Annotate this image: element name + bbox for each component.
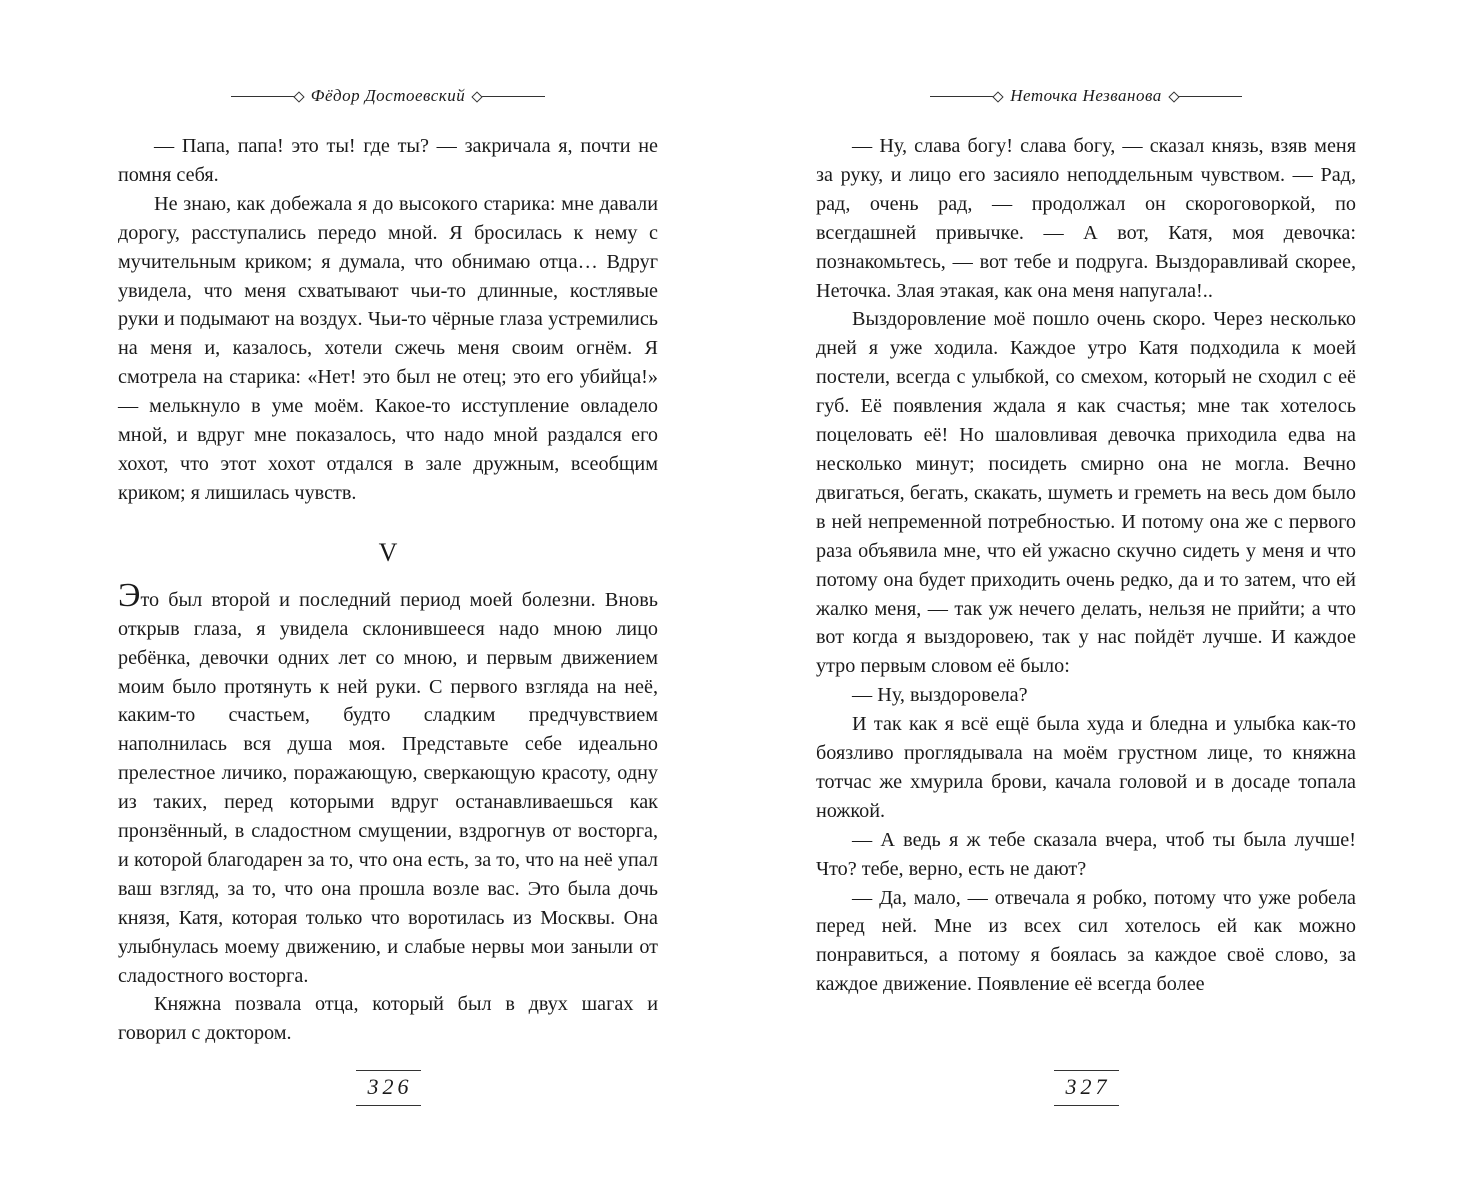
ornament-rule-right [1172,96,1242,97]
page-number: 326 [356,1070,421,1106]
book-title: Неточка Незванова [1010,86,1162,105]
ornament-rule-right [475,96,545,97]
right-running-head [816,86,1356,106]
left-page-number [118,1070,658,1106]
author-name: Фёдор Достоевский [310,86,466,105]
ornament-rule-left [930,96,1000,97]
left-running-head [118,86,658,106]
right-page-text [816,132,1356,999]
chapter-number: V [378,537,398,567]
paragraph: — Папа, папа! это ты! где ты? — закричала я, почти не помня себя. [118,135,658,186]
paragraph: Выздоровление моё пошло очень скоро. Через несколько дней я уже ходила. Каждое утро Катя подходила к моей постели, всегда с улыбкой, со смехом, который не сходил с её губ. Её появления ждала я как счастья; мне так хотелось поцеловать её! Но шаловливая девочка приходила едва на несколько минут; посидеть смирно она не могла. Вечно двигаться, бегать, скакать, шуметь и греметь на весь дом было в ней непременной потребностью. И потому она же с первого раза объявила мне, что ей ужасно скучно сидеть у меня и что потому она будет приходить очень редко, да и то затем, что ей жалко меня, — так уж нечего делать, нельзя не прийти; а что вот когда я выздоровею, так у нас пойдёт лучше. И каждое утро первым словом её было: [816,308,1356,678]
left-page [118,0,658,1190]
paragraph: И так как я всё ещё была худа и бледна и улыбка как-то боязливо проглядывала на моём грустном лице, то княжна тотчас же хмурила брови, качала головой и в досаде топала ножкой. [816,713,1356,822]
paragraph: — А ведь я ж тебе сказала вчера, чтоб ты была лучше! Что? тебе, верно, есть не дают? [816,828,1356,880]
chapter-first-paragraph-text: то был второй и последний период моей болезни. Вновь открыв глаза, я увидела склонившееся надо мною лицо ребёнка, девочки одних лет со мною, и первым движением моим было протянуть к ней руки. С первого взгляда на неё, каким-то счастьем, будто сладким предчувствием наполнилась вся душа моя. Представьте себе идеально прелестное личико, поражающую, сверкающую красоту, одну из таких, перед которыми вдруг останавливаешься как пронзённый, в сладостном смущении, вздрогнув от восторга, и которой благодарен за то, что она есть, за то, что на неё упал ваш взгляд, за то, что она прошла возле вас. Это была дочь князя, Катя, которая только что воротилась из Москвы. Она улыбнулась моему движению, и слабые нервы мои заныли от сладостного восторга. [118,588,658,987]
paragraph: Не знаю, как добежала я до высокого старика: мне давали дорогу, расступались передо мной. Я бросилась к нему с мучительным криком; я думала, что обнимаю отца… Вдруг увидела, что меня схватывают чьи-то длинные, костлявые руки и подымают на воздух. Чьи-то чёрные глаза устремились на меня и, казалось, хотели сжечь меня своим огнём. Я смотрела на старика: «Нет! это был не отец; это его убийца!» — мелькнуло в уме моём. Какое-то исступление овладело мной, и вдруг мне показалось, что надо мной раздался его хохот, что этот хохот отдался в зале дружным, всеобщим криком; я лишилась чувств. [118,192,658,504]
chapter-first-paragraph [118,576,658,991]
ornament-rule-left [231,96,301,97]
left-page-text [118,132,658,1048]
paragraph: — Ну, выздоровела? [852,684,1028,707]
paragraph: — Ну, слава богу! слава богу, — сказал князь, взяв меня за руку, и лицо его засияло неподдельным чувством. — Рад, рад, очень рад, — продолжал он скороговоркой, по всегдашней привычке. — А вот, Катя, моя девочка: познакомьтесь, — вот тебе и подруга. Выздоравливай скорее, Неточка. Злая этакая, как она меня напугала!.. [816,135,1356,302]
right-page [816,0,1356,1190]
paragraph: Княжна позвала отца, который был в двух шагах и говорил с доктором. [118,993,658,1045]
page-number: 327 [1054,1070,1119,1106]
right-page-number [816,1070,1356,1106]
paragraph: — Да, мало, — отвечала я робко, потому что уже робела перед ней. Мне из всех сил хотелось ей как можно понравиться, а потому я боялась за каждое своё слово, за каждое движение. Появление её всегда более [816,886,1356,996]
drop-cap: Э [118,576,141,614]
